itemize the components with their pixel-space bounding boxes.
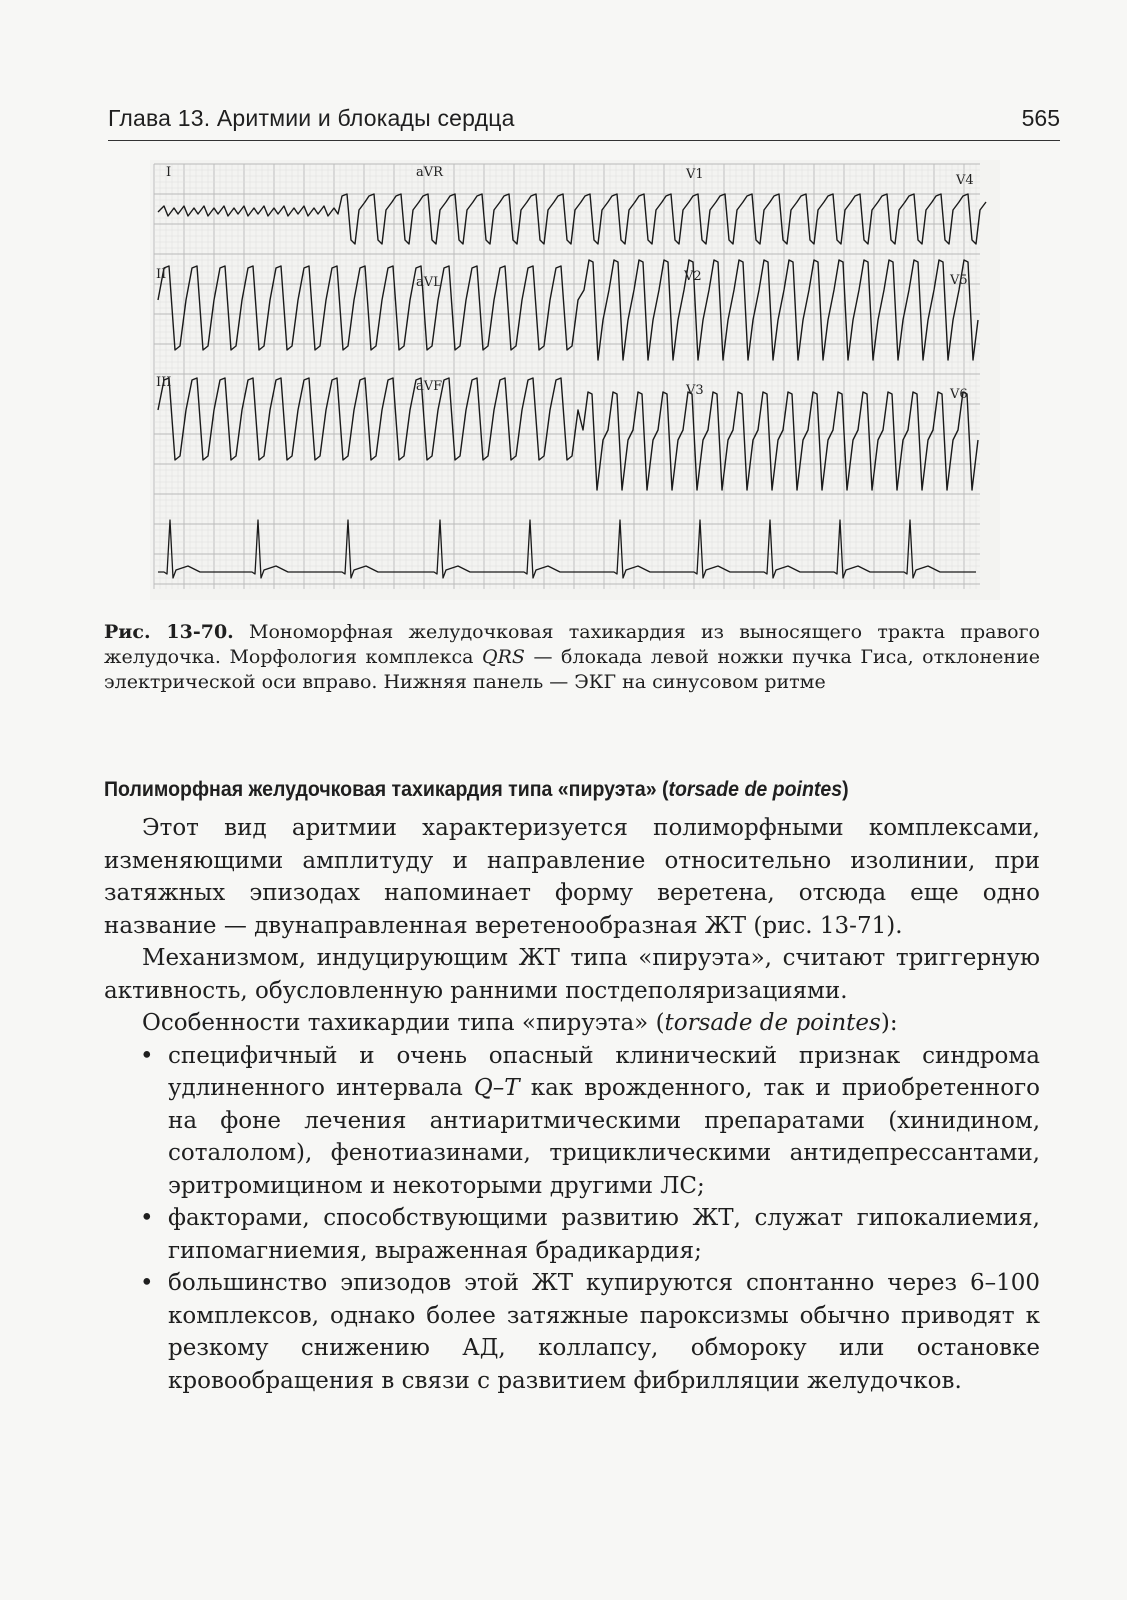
caption-text-1: Мономорфная желудочковая тахикардия из выносящего тракта правого желудочка. Морфология комплекса <box>104 621 1040 668</box>
lead-label-aVF: aVF <box>416 379 443 394</box>
lead-label-V3: V3 <box>686 383 704 398</box>
lead-label-V6: V6 <box>950 387 968 402</box>
ecg-tracing <box>150 160 1000 600</box>
heading-main: Полиморфная желудочковая тахикардия типа «пируэта» ( <box>104 778 669 801</box>
lead-label-III: III <box>156 375 172 390</box>
page-header <box>108 96 1060 141</box>
ecg-trace-row-4 <box>158 520 976 578</box>
paragraph-2: Механизмом, индуцирующим ЖТ типа «пируэта», считают триггерную активность, обусловленную ранними постдеполяризациями. <box>104 945 1040 1004</box>
para3-end: ): <box>880 1010 898 1036</box>
bullet1-text-a: специфичный и очень опасный клинический признак синдрома удлиненного интервала <box>168 1042 1040 1101</box>
paragraph-3 <box>104 1007 1040 1040</box>
heading-end: ) <box>842 778 849 801</box>
figure-label: Рис. 13-70. <box>104 621 234 643</box>
lead-label-V1: V1 <box>686 167 704 182</box>
list-item <box>104 1040 1040 1203</box>
ecg-figure <box>150 160 1000 600</box>
features-list <box>104 1040 1040 1398</box>
page-number: 565 <box>1021 105 1060 131</box>
list-item <box>104 1202 1040 1267</box>
section-heading <box>104 778 974 802</box>
bullet-icon: • <box>140 1205 154 1231</box>
bullet-icon: • <box>140 1270 154 1296</box>
chapter-title: Глава 13. Аритмии и блокады сердца <box>108 105 515 131</box>
lead-label-V5: V5 <box>950 273 968 288</box>
bullet1-text-b: как врожденного, так и приобретенного на фоне лечения антиаритмическими препаратами (хинидином, соталолом), фенотиазинами, трициклическими антидепрессантами, эритромицином и некоторыми другими ЛС; <box>168 1075 1040 1199</box>
caption-text-2: — блокада левой ножки пучка Гиса, отклонение электрической оси вправо. Нижняя панель — ЭКГ на синусовом ритме <box>104 646 1040 693</box>
ecg-grid <box>154 164 980 589</box>
bullet2-text: факторами, способствующими развитию ЖТ, служат гипокалиемия, гипомагниемия, выраженная брадикардия; <box>168 1205 1040 1264</box>
heading-italic: torsade de pointes <box>668 778 843 801</box>
bullet1-qt: Q–T <box>473 1075 520 1101</box>
para3-italic: torsade de pointes <box>664 1010 881 1036</box>
lead-label-V4: V4 <box>956 173 974 188</box>
lead-label-I: I <box>166 165 172 180</box>
lead-label-II: II <box>156 267 167 282</box>
ecg-lead-labels <box>156 165 974 402</box>
lead-label-aVR: aVR <box>416 165 443 180</box>
bullet3-text: большинство эпизодов этой ЖТ купируются спонтанно через 6–100 комплексов, однако более затяжные пароксизмы обычно приводят к резкому снижению АД, коллапсу, обмороку или остановке кровообращения в связи с развитием фибрилляции желудочков. <box>168 1270 1040 1394</box>
paragraph-1: Этот вид аритмии характеризуется полиморфными комплексами, изменяющими амплитуду и направление относительно изолинии, при затяжных эпизодах напоминает форму веретена, отсюда еще одно название — двунаправленная веретенообразная ЖТ (рис. 13-71). <box>104 815 1040 939</box>
caption-qrs: QRS <box>482 646 525 668</box>
figure-caption <box>104 620 1040 695</box>
lead-label-V2: V2 <box>684 269 702 284</box>
bullet-icon: • <box>140 1042 154 1069</box>
list-item <box>104 1267 1040 1397</box>
para3-main: Особенности тахикардии типа «пируэта» ( <box>142 1010 665 1036</box>
body-text <box>104 812 1040 1397</box>
lead-label-aVL: aVL <box>416 275 442 290</box>
